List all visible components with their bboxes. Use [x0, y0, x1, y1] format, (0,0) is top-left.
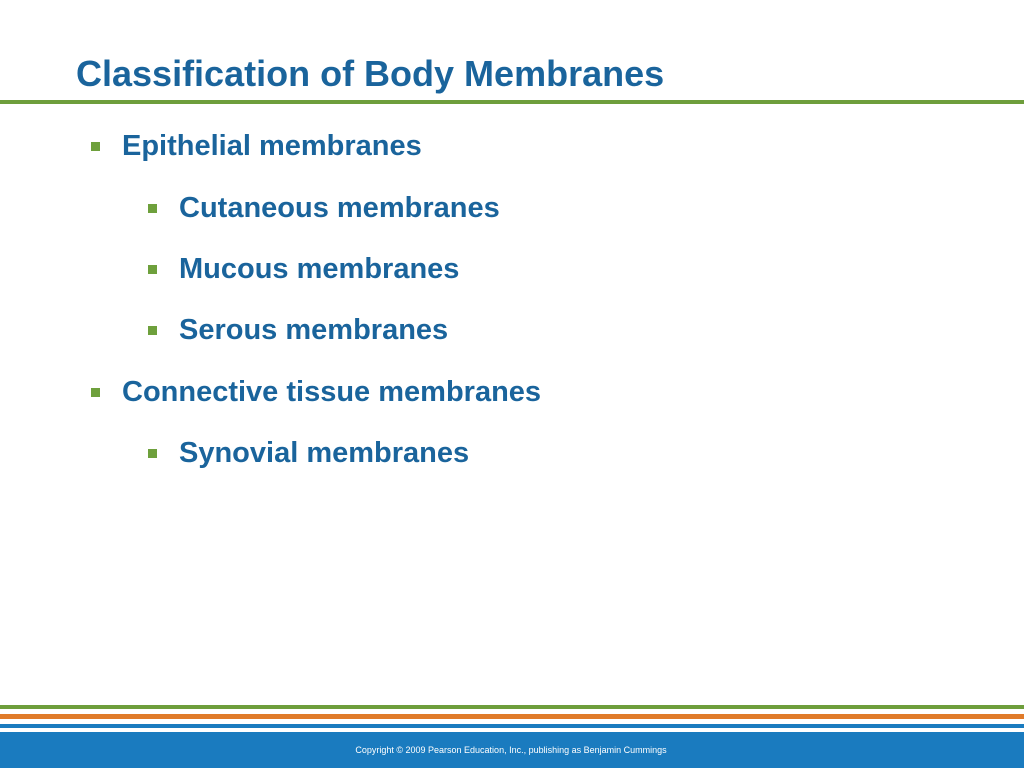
square-bullet-icon	[148, 449, 157, 458]
square-bullet-icon	[91, 388, 100, 397]
bullet-text: Synovial membranes	[179, 436, 470, 469]
bullet-text: Mucous membranes	[179, 252, 460, 285]
square-bullet-icon	[148, 204, 157, 213]
square-bullet-icon	[148, 265, 157, 274]
bullet-item-connective	[91, 372, 541, 412]
title-divider	[0, 100, 1024, 104]
bullet-text: Serous membranes	[179, 313, 449, 346]
bullet-item-serous	[148, 310, 448, 350]
footer-stripe-orange	[0, 714, 1024, 719]
bullet-item-cutaneous	[148, 188, 500, 228]
bullet-text: Connective tissue membranes	[122, 375, 542, 408]
bullet-item-synovial	[148, 433, 469, 473]
square-bullet-icon	[91, 142, 100, 151]
square-bullet-icon	[148, 326, 157, 335]
slide-title: Classification of Body Membranes	[76, 53, 665, 94]
bullet-text: Cutaneous membranes	[179, 191, 500, 224]
copyright-notice	[0, 745, 1024, 755]
copyright-text: Copyright © 2009 Pearson Education, Inc., publishing as Benjamin Cummings	[355, 745, 667, 755]
footer-stripe-green	[0, 705, 1024, 709]
bullet-item-epithelial	[91, 126, 422, 166]
bullet-item-mucous	[148, 249, 459, 289]
footer-stripe-blue	[0, 724, 1024, 728]
bullet-text: Epithelial membranes	[122, 129, 422, 162]
